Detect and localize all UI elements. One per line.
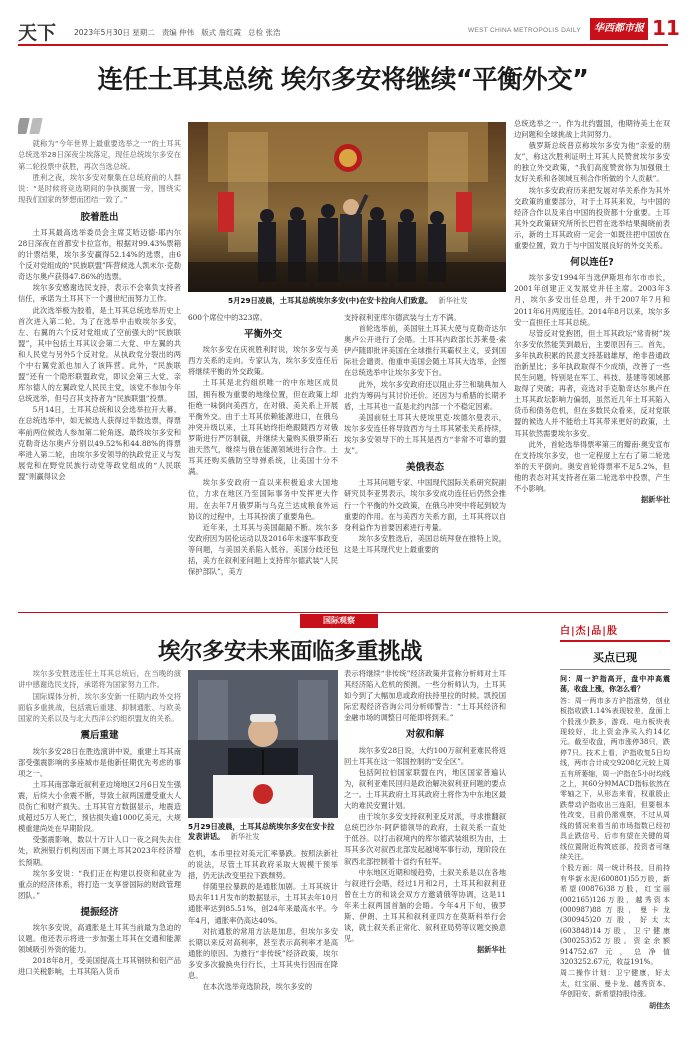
paragraph: 埃尔多安说，高通胀是土耳其当前最为急迫的议题。他还表示将进一步加强土耳其在交通和能源领域吸引外资的能力。 [18, 922, 181, 955]
page-number: 11 [652, 16, 680, 40]
editor-credit: 责编 仲伟 [161, 28, 195, 37]
secondary-headline: 埃尔多安未来面临多重挑战 [157, 639, 422, 665]
column-author: 胡佳杰 [649, 1001, 670, 1010]
caption-text: 5月29日凌晨，土耳其总统埃尔多安在安卡拉发表讲话。 [188, 822, 335, 841]
photo-caption [228, 296, 508, 306]
article-column-2 [188, 312, 338, 610]
check-credit: 总检 张浩 [248, 28, 281, 37]
paragraph: 表示将继续“非传统”经济政策并宣称分析师对土耳其经济陷入危机的预测。一些分析师认为，土耳其如今到了大幅加息或政府扶持里拉的时候。凯投国际宏观经济咨询公司分析师警告：“土耳其经济和金融市场的调整日可能即将到来。” [344, 669, 506, 723]
paragraph: 支持叙利亚库尔德武装与土方不满。 [344, 313, 461, 322]
column-tag: 白|杰|品|股 [560, 626, 618, 637]
paragraph: 埃尔多安28日在胜选演讲中说，重建土耳其南部受强震影响的多座城市是他新任期优先考虑的事项之一。 [18, 746, 181, 778]
brand-logo: 华西都市报 [590, 18, 648, 40]
section-tag: 国际观察 [300, 614, 378, 628]
paragraph: 首轮选举前，美国驻土耳其大使与克勒奇达尔奥卢公开进行了会晤。土耳其内政部长苏莱曼·索伊卢随即批评美国在全球推行其霸权主义，妥到国际社会谴责。他重申美国会随土耳其大选举，企图在总统选举中让埃尔多安下台。 [344, 324, 506, 378]
article-source: 据新华社 [476, 945, 506, 955]
subheading: 对叙和解 [405, 729, 444, 741]
paragraph: 在本次选举竞选阶段，埃尔多安的 [202, 982, 313, 992]
photo-rally [188, 122, 506, 292]
paragraph: 埃尔多安说：“我们正在构建以投资和就业为重点的经济体系，将打造一支享誉国际的财政管理团队。” [18, 868, 181, 900]
caption-source: 新华社发 [438, 296, 468, 305]
column-body [560, 674, 670, 1011]
article-column-1 [18, 118, 181, 610]
caption-source: 新华社发 [230, 832, 260, 841]
paragraph: 5月14日，土耳其总统和议会选举拉开大幕。在总统选举中，如无候选人获得过半数选票，得票率前两位候选人参加第二轮角逐。最终埃尔多安和克勒奇达尔奥卢分别以49.52%和44.88%的得票率进入第二轮，由埃尔多安领导的执政党正义与发展党和在野党民族行动党等政党组成的“人民联盟”则赢得议会 [18, 405, 181, 481]
header-meta [74, 27, 280, 38]
article-column-7 [344, 668, 506, 1046]
paragraph: 美国前驻土耳其大使埃里克·埃德尔曼表示，埃尔多安连任将导致西方与土耳其紧张关系持续，埃尔多安领导下的土耳其是西方“非常不可靠的盟友”。 [344, 412, 506, 456]
subheading: 美俄表态 [405, 462, 444, 474]
paragraph: 埃尔多安28日说，大约100万叙利亚难民将返回土耳其在这一邻国控制的“安全区”。 [344, 745, 506, 766]
paragraph: 埃尔多安1994年当选伊斯坦布尔市市长，2001年创建正义发展党并任主席。2003年3月，埃尔多安出任总理，并于2007年7月和2011年6月两度连任。2014年8月以来，埃尔多安一直担任土耳其总统。 [514, 273, 670, 327]
paragraph: 埃尔多安胜选后，美国总统拜登在推特上说，这是土耳其现代史上最重要的 [344, 533, 506, 554]
lead-paragraph: 胜利之夜，埃尔多安对聚集在总统府前的人群说：“是时候将竞选期间的争执搁置一旁，围绕实现我们国家的梦想而团结一致了。” [18, 172, 181, 205]
caption-text: 5月29日凌晨，土耳其总统埃尔多安(中)在安卡拉向人们致意。 [228, 296, 433, 305]
answer: 答：周一两市多方沪指涨势，创业板指收跌1.14%表现较差，盘面上个股涨少跌多，游戏、电力板块表现较好，北上资金净买入约14亿元。截至收盘，两市涨停38只，跌停7只。技术上看，沪指收复5日均线，两市合计成交9208亿元较上周五有所萎缩，周一沪指在5小时均线之上，其60分钟MACD指标依然在零轴之下，从形态来看，权重股止跌带动沪指收出三连阳，但要根本性改变，目前仍需观察，不过从周线的情况来看当前市场指数已经初具止跌信号，后市有望在关键的周线位置附近构筑底部，投资者可继续关注。 [560, 696, 670, 861]
paragraph: 土耳其是北约组织唯一的中东地区成员国，拥有极为重要的地缘位置，但在政策上却拒绝一味倒向美西方，在对俄、美关系上开展平衡外交。由于土耳其依赖能源进口，在俄乌冲突升级以来，土耳其始终拒绝跟随西方对俄罗斯进行严厉制裁，并继续大量购买俄罗斯石油天然气，继续与俄在能源领域进行合作。土耳其还购买俄防空导弹系统，让美国十分不满。 [188, 378, 338, 477]
article-source: 据新华社 [640, 495, 670, 505]
paragraph: 伴随里拉暴跌的是通胀加剧。土耳其统计局去年11月发布的数据显示，土耳其去年10月通胀率达到85.51%，创24年来最高水平。今年4月，通胀率仍高达40%。 [188, 882, 338, 925]
paragraph: 埃尔多安政府一直以来积极追求大国地位，力求在地区乃至国际事务中发挥更大作用。在去年7月俄罗斯与乌克兰达成粮食外运协议的过程中，土耳其扮演了重要角色。 [188, 478, 338, 521]
photo-speech [188, 670, 338, 818]
column-rule [560, 640, 670, 642]
subheading: 胶着胜出 [80, 211, 119, 223]
header-rule [18, 44, 668, 46]
column-divider [560, 669, 670, 670]
lead-paragraph: 埃尔多安胜选连任土耳其总统后，在当晚的演讲中感谢选民支持，承诺将为国家努力工作。 [18, 669, 181, 690]
paragraph: 埃尔多安政府历来把发展对华关系作为其外交政策的重要部分，对于土耳其来说，与中国的经济合作以及来自中国的投资都十分重要。土耳其外交政策研究所所长巴哲在选举结果揭晓前表示，新的土耳其政府一定会一如既往把中国放在重要位置，致力于与中国发展良好的外交关系。 [514, 185, 670, 251]
paragraph: 埃尔多安在庆祝胜利时说，埃尔多安与美西方关系的走向。专家认为，埃尔多安连任后将继续平衡的外交政策。 [188, 345, 338, 377]
lead-paragraph: 就称为“今年世界上最重要选举之一”的土耳其总统选举28日深夜尘埃落定，现任总统埃尔多安在第二轮投票中获胜，再次当选总统。 [18, 139, 181, 171]
article-column-6 [188, 848, 338, 1046]
lead-paragraph: 国际媒体分析，埃尔多安新一任期内政外交将面临多重挑战，包括震后重建、抑制通胀、与欧美国家的关系以及与北大西洋公约组织盟友的关系。 [18, 691, 181, 724]
paragraph: 尽管反对党抱团，但土耳其政坛“常青树”埃尔多安依然能笑到最后，主要原因有三。首先，多年执政积累的民意支持基础雄厚，绝非普通政治新星比；多年执政取得不少成绩，改善了一些民生问题，特别是在军工、科技、基建等领域都取得了突破；再者，竞选对手克勒奇达尔奥卢在土耳其政坛影响力偏弱，虽然近几年土耳其陷入货币和债务危机，但在多数民众看来，反对党联盟的候选人并不能给土耳其带来更好的政策，土耳其依然需要埃尔多安。 [514, 328, 670, 438]
paragraph: 2018年8月，受美国提高土耳其钢铁和铝产品进口关税影响，土耳其陷入货币 [18, 956, 181, 977]
holdings: 个股方面：周一统计科技，目前持有华新水泥(600801)55万股，新希望(00876)38万股，红宝丽(002165)126万股，越秀资本(000987)88万股，曼卡龙(300945)20万股，好太太(603848)14万股，卫宁健康(300253)52万股。资金余额914752.67元，总净值3203252.67元，收益191%。 [560, 864, 670, 966]
paragraph: 此外，埃尔多安政府还以阻止芬兰和瑞典加入北约为筹码与其讨价还价。还因为与希腊的长期矛盾，土耳其也一直是北约内部一个不稳定因素。 [344, 379, 506, 411]
photo-caption [188, 822, 338, 842]
paragraph: 中东地区近期和缓趋势，土叙关系是以在各地与叙进行会晤，经过1月和2月，土耳其和叙利亚曾在土方的和谈会双方方邀请俄等协调，这是11年来土叙两国首脑的会晤。今年4月下旬，俄罗斯、伊朗、土耳其和叙利亚四方在莫斯科举行会谈，就土叙关系正常化、叙利亚局势等议题交换意见。 [344, 867, 506, 944]
paragraph: 此次选举极为胶着，是土耳其总统选举历史上首次进入第二轮。为了在选举中击败埃尔多安，左、右翼的六个反对党组成了空前强大的“民族联盟”，其中包括土耳其议会第二大党、中左翼的共和人民党与另外5个反对党。从执政党分裂出的两个中右翼党派也加入了该阵营。此外，“民族联盟”还有一个隐形联盟政党，即议会第三大党、亲库尔德人的左翼政党人民民主党，该党不参加今年总统选举，但号召其支持者为“民族联盟”投票。 [18, 305, 181, 404]
paragraph: 土耳其最高选举委员会主席艾哈迈德·耶内尔28日深夜在首都安卡拉宣布，根据对99.43%票箱的计票结果，埃尔多安赢得52.14%的选票，由6个反对党组成的“民族联盟”阵营候选人凯末尔·克勒奇达尔奥卢获得47.86%的选票。 [18, 227, 181, 282]
question: 问：周一沪指高开，盘中冲高震荡，收盘上涨，你怎么看？ [560, 675, 670, 694]
english-masthead: WEST CHINA METROPOLIS DAILY [468, 27, 581, 34]
subheading: 震后重建 [80, 730, 119, 742]
subheading: 提振经济 [80, 906, 119, 918]
article-column-5 [18, 668, 181, 1046]
paragraph: 对抗通胀的常用方法是加息，但埃尔多安长期以来反对高利率，甚至表示高利率才是高通胀的原因。为推行“非传统”经济政策，埃尔多安多次撤换央行行长，土耳其央行因而在降息。 [188, 926, 338, 981]
paragraph: 近年来，土耳其与美国龃龉不断。埃尔多安政府因为居伦运动以及2016年未遂军事政变等问题，与美国关系陷入低谷。美国分歧还包括，美方在叙利亚问题上支持库尔德武装“人民保护部队”，美方 [188, 522, 338, 577]
paragraph: 包括阿拉伯国家联盟在内，地区国家普遍认为，叙利亚难民回归是政治解决叙利亚问题的要点之一。土耳其政府土耳其政府土将作为中东地区最大的难民安置计划。 [344, 767, 506, 811]
paragraph: 土耳其南部靠近叙利亚边境地区2月6日发生强震，后续大小余震不断，导致土叙两国遭受重大人员伤亡和财产损失。土耳其官方数据显示，地震造成超过5万人死亡，预估损失逾1000亿美元，大规模重建尚处在早期阶段。 [18, 779, 181, 834]
paragraph: 埃尔多安感谢选民支持，表示不会辜负支持者信任，承诺为土耳其下一个週世纪而努力工作。 [18, 283, 181, 304]
paragraph: 俄罗斯总统普京称埃尔多安为他“亲爱的朋友”，称这次胜利证明土耳其人民赞赏埃尔多安的独立外交政策，“我们高度赞赏你为加强俄土友好关系和各领域互利合作所做的个人贡献”。 [514, 141, 670, 184]
section-divider [18, 612, 668, 613]
plan: 周二操作计划：卫宁健康，好太太，红宝丽、曼卡龙、越秀资本、华创阳安、新希望持股待涨。 [560, 969, 670, 999]
page-header [0, 0, 690, 48]
section-name: 天下 [18, 22, 57, 44]
paragraph: 受强震影响，数以十万计人口一夜之间失去住处，欧洲银行机构因而下调土耳其2023年经济增长预期。 [18, 835, 181, 867]
subheading: 平衡外交 [243, 329, 282, 341]
article-column-4 [514, 118, 670, 610]
main-headline: 连任土耳其总统 埃尔多安将继续“平衡外交” [97, 65, 589, 95]
subheading: 何以连任? [570, 257, 614, 269]
paragraph: 由于埃尔多安支持叙利亚反对派，寻求推翻叙总统巴沙尔·阿萨德领导的政府，土叙关系一直处于低谷。以打击叙境内的库尔德武装组织为由，土耳其多次对叙西北部发起越境军事行动，现阶段在叙西北部控制着十省约有驻军。 [344, 812, 506, 866]
issue-date: 2023年5月30日 星期二 [74, 28, 155, 37]
stock-column [560, 622, 670, 1042]
paragraph: 600个席位中的323席。 [188, 313, 267, 322]
paragraph: 土耳其问题专家、中国现代国际关系研究院副研究员李亚男表示，埃尔多安成功连任后仍然会推行一个平衡的外交政策，在俄乌冲突中将起到较为重要的作用。在与美西方关系方面，土耳其将以自身利益作为首要因素进行考量。 [344, 478, 506, 532]
article-column-3 [344, 312, 506, 610]
paragraph: 危机，本币里拉对美元汇率暴跌。按照法新社的说法，尽管土耳其政府采取大规模干预举措，仍无法改变里拉下跌颓势。 [188, 849, 338, 881]
paragraph: 此外，首轮选举得票率第三的瓣南·奥安宣布在支持埃尔多安，也一定程度上左右了第二轮选举的天平倒向。奥安首轮得票率不足5.2%，但他的表态对其支持者在第二轮选举中投票，产生不小影响。 [514, 439, 670, 493]
quote-mark-icon [18, 118, 181, 134]
column-title: 买点已现 [593, 651, 637, 664]
design-credit: 版式 詹红霞 [201, 28, 242, 37]
paragraph: 总统选举之一。作为北约盟国，他期待美土在双边问题和全球挑战上共同努力。 [514, 119, 670, 140]
